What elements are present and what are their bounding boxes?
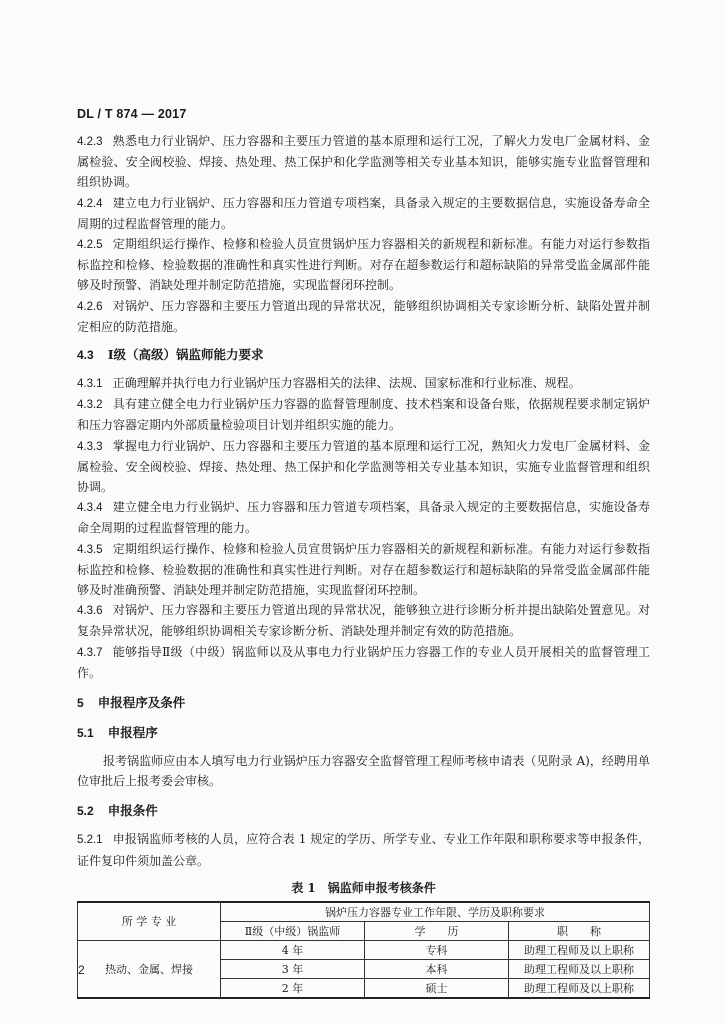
section-5-2-heading: 5.2 申报条件 bbox=[77, 803, 158, 819]
table-header-row bbox=[78, 902, 650, 922]
page-number: 2 bbox=[78, 963, 85, 977]
table-caption: 表 1 锅监师申报考核条件 bbox=[291, 880, 436, 895]
clause-4-2-3: 4.2.3 熟悉电力行业锅炉、压力容器和主要压力管道的基本原理和运行工况，了解火力发电厂金属材料、金属检验、安全阀校验、焊接、热处理、热工保护和化学监测等相关专业基本知识，能够实施专业监督管理和组织协调。 bbox=[77, 134, 650, 190]
cell-education: 本科 bbox=[365, 959, 509, 978]
header-title: 职 称 bbox=[509, 921, 650, 940]
clause-4-2-4: 4.2.4 建立电力行业锅炉、压力容器和压力管道专项档案，具备录入规定的主要数据信息，实施设备寿命全周期的过程监督管理的能力。 bbox=[77, 195, 650, 231]
section-5-heading: 5 申报程序及条件 bbox=[77, 695, 186, 711]
header-years: Ⅱ级（中级）锅监师 bbox=[221, 921, 365, 940]
header-education: 学 历 bbox=[365, 921, 509, 940]
cell-title: 助理工程师及以上职称 bbox=[509, 978, 650, 998]
clause-4-3-3: 4.3.3 掌握电力行业锅炉、压力容器和主要压力管道的基本原理和运行工况，熟知火力发电厂金属材料、金属检验、安全阀校验、焊接、热处理、热工保护和化学监测等相关专业基本知识，实施专业监督管理和组织协调。 bbox=[77, 438, 650, 495]
clause-4-3-4: 4.3.4 建立健全电力行业锅炉、压力容器和压力管道专项档案，具备录入规定的主要数据信息，实施设备寿命全周期的过程监督管理的能力。 bbox=[77, 500, 650, 536]
paragraph-5-1: 报考锅监师应由本人填写电力行业锅炉压力容器安全监督管理工程师考核申请表（见附录 A)，经聘用单位审批后上报考委会审核。 bbox=[77, 754, 650, 789]
clause-5-2-1: 5.2.1 申报锅监师考核的人员，应符合表 1 规定的学历、所学专业、专业工作年限和职称要求等申报条件，证件复印件须加盖公章。 bbox=[77, 832, 650, 868]
clause-4-3-2: 4.3.2 具有建立健全电力行业锅炉压力容器的监督管理制度、技术档案和设备台账，依据规程要求制定锅炉和压力容器定期内外部质量检验项目计划并组织实施的能力。 bbox=[77, 397, 650, 433]
cell-years: 4 年 bbox=[221, 940, 365, 959]
section-4-3-heading: 4.3 Ⅰ级（高级）锅监师能力要求 bbox=[77, 347, 264, 363]
clause-4-3-5: 4.3.5 定期组织运行操作、检修和检验人员宣贯锅炉压力容器相关的新规程和新标准。有能力对运行参数指标监控和检修、检验数据的准确性和真实性进行判断。对存在超参数运行和超标缺陷的异常受监金属部件能够及时准确预警、消缺处理并制定防范措施，实现监督闭环控制。 bbox=[77, 541, 650, 598]
header-group: 锅炉压力容器专业工作年限、学历及职称要求 bbox=[221, 902, 650, 922]
standard-code: DL / T 874 — 2017 bbox=[77, 107, 187, 121]
requirements-table bbox=[77, 901, 650, 999]
cell-education: 硕士 bbox=[365, 978, 509, 998]
clause-4-2-5: 4.2.5 定期组织运行操作、检修和检验人员宣贯锅炉压力容器相关的新规程和新标准。有能力对运行参数指标监控和检修、检验数据的准确性和真实性进行判断。对存在超参数运行和超标缺陷的异常受监金属部件能够及时预警、消缺处理并制定防范措施，实现监督闭环控制。 bbox=[77, 237, 650, 293]
cell-years: 2 年 bbox=[221, 978, 365, 998]
table-row bbox=[78, 940, 650, 959]
clause-4-3-7: 4.3.7 能够指导Ⅱ级（中级）锅监师以及从事电力行业锅炉压力容器工作的专业人员开展相关的监督管理工作。 bbox=[77, 644, 650, 680]
clause-4-2-6: 4.2.6 对锅炉、压力容器和主要压力管道出现的异常状况，能够组织协调相关专家诊断分析、缺陷处置并制定相应的防范措施。 bbox=[77, 298, 650, 334]
section-5-1-heading: 5.1 申报程序 bbox=[77, 725, 158, 741]
clause-4-3-6: 4.3.6 对锅炉、压力容器和主要压力管道出现的异常状况，能够独立进行诊断分析并提出缺陷处置意见。对复杂异常状况，能够组织协调相关专家诊断分析、消缺处理并制定有效的防范措施。 bbox=[77, 603, 650, 639]
page-body bbox=[77, 131, 650, 999]
clause-4-3-1: 4.3.1 正确理解并执行电力行业锅炉压力容器相关的法律、法规、国家标准和行业标准、规程。 bbox=[77, 376, 581, 391]
cell-title: 助理工程师及以上职称 bbox=[509, 959, 650, 978]
cell-years: 3 年 bbox=[221, 959, 365, 978]
cell-education: 专科 bbox=[365, 940, 509, 959]
cell-title: 助理工程师及以上职称 bbox=[509, 940, 650, 959]
header-major: 所 学 专 业 bbox=[78, 902, 221, 941]
cell-major: 热动、金属、焊接 bbox=[78, 940, 221, 998]
